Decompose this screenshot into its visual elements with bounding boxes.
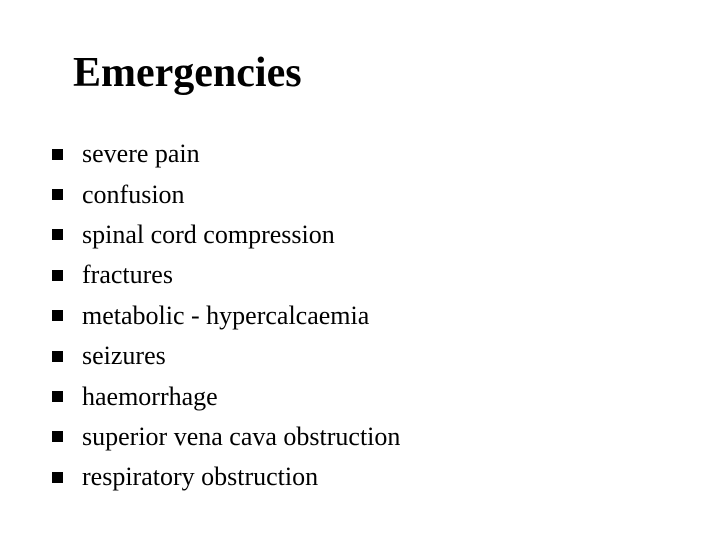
square-bullet-icon	[52, 391, 63, 402]
square-bullet-icon	[52, 431, 63, 442]
list-item	[52, 376, 400, 416]
list-item	[52, 134, 400, 174]
bullet-text: spinal cord compression	[82, 219, 335, 249]
bullet-text: confusion	[82, 179, 185, 209]
square-bullet-icon	[52, 351, 63, 362]
list-item	[52, 255, 400, 295]
list-item	[52, 174, 400, 214]
square-bullet-icon	[52, 270, 63, 281]
bullet-text: haemorrhage	[82, 381, 218, 411]
slide-title: Emergencies	[73, 50, 302, 96]
square-bullet-icon	[52, 229, 63, 240]
bullet-text: metabolic - hypercalcaemia	[82, 300, 370, 330]
bullet-list	[52, 134, 400, 498]
bullet-text: fractures	[82, 260, 173, 290]
list-item	[52, 457, 400, 497]
list-item	[52, 215, 400, 255]
square-bullet-icon	[52, 310, 63, 321]
list-item	[52, 417, 400, 457]
bullet-text: seizures	[82, 341, 166, 371]
bullet-text: respiratory obstruction	[82, 462, 319, 492]
square-bullet-icon	[52, 472, 63, 483]
bullet-text: superior vena cava obstruction	[82, 421, 401, 451]
list-item	[52, 336, 400, 376]
square-bullet-icon	[52, 149, 63, 160]
list-item	[52, 296, 400, 336]
bullet-text: severe pain	[82, 139, 200, 169]
square-bullet-icon	[52, 189, 63, 200]
